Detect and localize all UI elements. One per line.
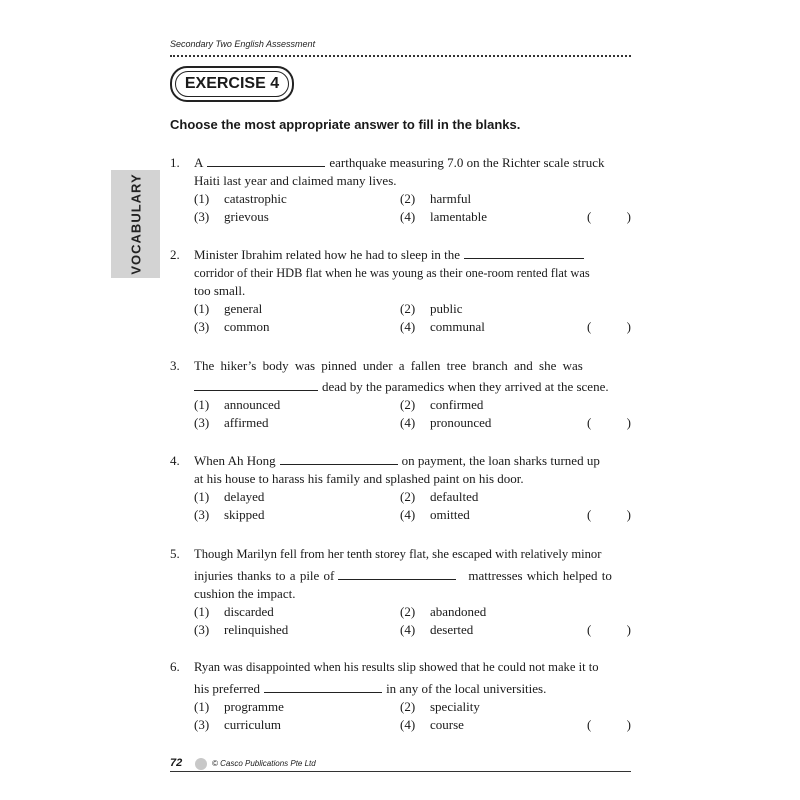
option-3 xyxy=(194,506,264,524)
option-text: deserted xyxy=(430,622,474,637)
option-4 xyxy=(400,208,487,226)
stem-text: on payment, the loan sharks turned up xyxy=(401,453,600,468)
page-number: 72 xyxy=(170,757,183,769)
bracket-open: ( xyxy=(587,209,592,224)
option-text: harmful xyxy=(430,191,472,206)
answer-bracket[interactable] xyxy=(587,621,631,639)
bracket-close: ) xyxy=(626,415,631,430)
side-tab-label: VOCABULARY xyxy=(128,173,143,275)
option-number: (2) xyxy=(400,301,416,316)
option-1 xyxy=(194,603,274,621)
answer-bracket[interactable] xyxy=(587,208,631,226)
option-3 xyxy=(194,716,281,734)
bracket-close: ) xyxy=(626,622,631,637)
stem-text: too small. xyxy=(194,283,246,298)
stem-text: corridor of their HDB flat when he was young as their one-room rented flat was xyxy=(194,266,590,280)
question-stem xyxy=(194,567,631,585)
option-text: discarded xyxy=(224,604,274,619)
question-1 xyxy=(170,154,631,226)
bracket-open: ( xyxy=(587,319,592,334)
option-2 xyxy=(400,396,483,414)
page-footer xyxy=(170,757,631,772)
option-text: programme xyxy=(224,699,284,714)
option-number: (3) xyxy=(194,209,210,224)
bracket-open: ( xyxy=(587,717,592,732)
running-header xyxy=(170,37,631,57)
option-number: (2) xyxy=(400,699,416,714)
option-1 xyxy=(194,698,284,716)
answer-blank xyxy=(338,578,456,580)
publisher-logo-icon xyxy=(195,758,207,770)
instruction-text: Choose the most appropriate answer to fill in the blanks. xyxy=(170,117,521,132)
option-4 xyxy=(400,506,470,524)
option-2 xyxy=(400,300,463,318)
option-text: confirmed xyxy=(430,397,484,412)
option-number: (4) xyxy=(400,717,416,732)
question-stem xyxy=(194,378,631,396)
option-number: (3) xyxy=(194,415,210,430)
option-text: grievous xyxy=(224,209,269,224)
question-number: 5. xyxy=(170,546,180,561)
question-number: 1. xyxy=(170,155,180,170)
section-side-tab xyxy=(111,170,160,278)
stem-text: A xyxy=(194,155,204,170)
option-number: (4) xyxy=(400,415,416,430)
option-1 xyxy=(194,396,280,414)
option-number: (1) xyxy=(194,301,210,316)
stem-text: injuries thanks to a pile of xyxy=(194,568,335,583)
question-number: 2. xyxy=(170,247,180,262)
copyright-text: © Casco Publications Pte Ltd xyxy=(212,759,316,768)
stem-text: earthquake measuring 7.0 on the Richter scale struck xyxy=(329,155,605,170)
question-number: 3. xyxy=(170,358,180,373)
option-text: catastrophic xyxy=(224,191,287,206)
stem-text: Ryan was disappointed when his results slip showed that he could not make it to xyxy=(194,660,599,674)
question-4 xyxy=(170,452,631,524)
option-number: (3) xyxy=(194,622,210,637)
question-5 xyxy=(170,545,631,639)
option-2 xyxy=(400,603,486,621)
option-number: (4) xyxy=(400,622,416,637)
question-stem xyxy=(194,246,631,264)
question-stem xyxy=(194,452,631,470)
option-number: (4) xyxy=(400,209,416,224)
option-number: (1) xyxy=(194,604,210,619)
option-3 xyxy=(194,621,288,639)
option-text: lamentable xyxy=(430,209,488,224)
bracket-open: ( xyxy=(587,507,592,522)
answer-blank xyxy=(464,257,584,259)
option-text: pronounced xyxy=(430,415,492,430)
answer-bracket[interactable] xyxy=(587,716,631,734)
option-text: public xyxy=(430,301,463,316)
question-stem xyxy=(194,680,631,698)
stem-text: When Ah Hong xyxy=(194,453,276,468)
answer-blank xyxy=(280,463,398,465)
header-title: Secondary Two English Assessment xyxy=(170,39,316,49)
bracket-open: ( xyxy=(587,622,592,637)
option-text: speciality xyxy=(430,699,480,714)
option-1 xyxy=(194,488,264,506)
option-text: common xyxy=(224,319,270,334)
option-number: (1) xyxy=(194,699,210,714)
option-number: (3) xyxy=(194,319,210,334)
option-4 xyxy=(400,318,485,336)
option-text: communal xyxy=(430,319,485,334)
option-text: relinquished xyxy=(224,622,289,637)
option-number: (1) xyxy=(194,191,210,206)
bracket-close: ) xyxy=(626,507,631,522)
option-3 xyxy=(194,318,270,336)
option-number: (4) xyxy=(400,319,416,334)
option-3 xyxy=(194,208,269,226)
answer-bracket[interactable] xyxy=(587,414,631,432)
bracket-close: ) xyxy=(626,319,631,334)
option-number: (4) xyxy=(400,507,416,522)
stem-text: Minister Ibrahim related how he had to sleep in the xyxy=(194,247,461,262)
stem-text: in any of the local universities. xyxy=(386,681,547,696)
question-number: 6. xyxy=(170,659,180,674)
option-4 xyxy=(400,414,491,432)
stem-text: his preferred xyxy=(194,681,261,696)
option-number: (1) xyxy=(194,397,210,412)
option-number: (1) xyxy=(194,489,210,504)
option-2 xyxy=(400,698,480,716)
question-number: 4. xyxy=(170,453,180,468)
answer-blank xyxy=(194,389,318,391)
option-4 xyxy=(400,716,464,734)
option-text: affirmed xyxy=(224,415,269,430)
stem-text: dead by the paramedics when they arrived at the scene. xyxy=(322,379,609,394)
answer-blank xyxy=(207,165,325,167)
exercise-title: EXERCISE 4 xyxy=(184,75,280,92)
stem-text: Haiti last year and claimed many lives. xyxy=(194,173,397,188)
option-number: (3) xyxy=(194,507,210,522)
stem-text: cushion the impact. xyxy=(194,586,296,601)
question-6 xyxy=(170,658,631,734)
option-3 xyxy=(194,414,269,432)
option-1 xyxy=(194,300,262,318)
question-3 xyxy=(170,357,631,432)
bracket-open: ( xyxy=(587,415,592,430)
option-text: abandoned xyxy=(430,604,487,619)
question-stem xyxy=(194,154,631,172)
option-number: (2) xyxy=(400,489,416,504)
question-2 xyxy=(170,246,631,336)
bracket-close: ) xyxy=(626,209,631,224)
answer-blank xyxy=(264,691,382,693)
option-number: (3) xyxy=(194,717,210,732)
option-text: skipped xyxy=(224,507,265,522)
option-text: omitted xyxy=(430,507,470,522)
option-number: (2) xyxy=(400,604,416,619)
option-4 xyxy=(400,621,473,639)
option-2 xyxy=(400,190,471,208)
option-text: course xyxy=(430,717,464,732)
option-text: general xyxy=(224,301,263,316)
stem-text: mattresses which helped to xyxy=(468,568,612,583)
stem-text: The hiker’s body was pinned under a fallen tree branch and she was xyxy=(194,358,583,373)
stem-text: at his house to harass his family and splashed paint on his door. xyxy=(194,471,524,486)
option-text: delayed xyxy=(224,489,265,504)
stem-text: Though Marilyn fell from her tenth storey flat, she escaped with relatively minor xyxy=(194,547,602,561)
bracket-close: ) xyxy=(626,717,631,732)
option-1 xyxy=(194,190,287,208)
option-2 xyxy=(400,488,478,506)
answer-bracket[interactable] xyxy=(587,318,631,336)
option-number: (2) xyxy=(400,191,416,206)
exercise-label-box xyxy=(170,66,294,102)
answer-bracket[interactable] xyxy=(587,506,631,524)
option-text: defaulted xyxy=(430,489,479,504)
option-text: curriculum xyxy=(224,717,282,732)
option-number: (2) xyxy=(400,397,416,412)
option-text: announced xyxy=(224,397,281,412)
